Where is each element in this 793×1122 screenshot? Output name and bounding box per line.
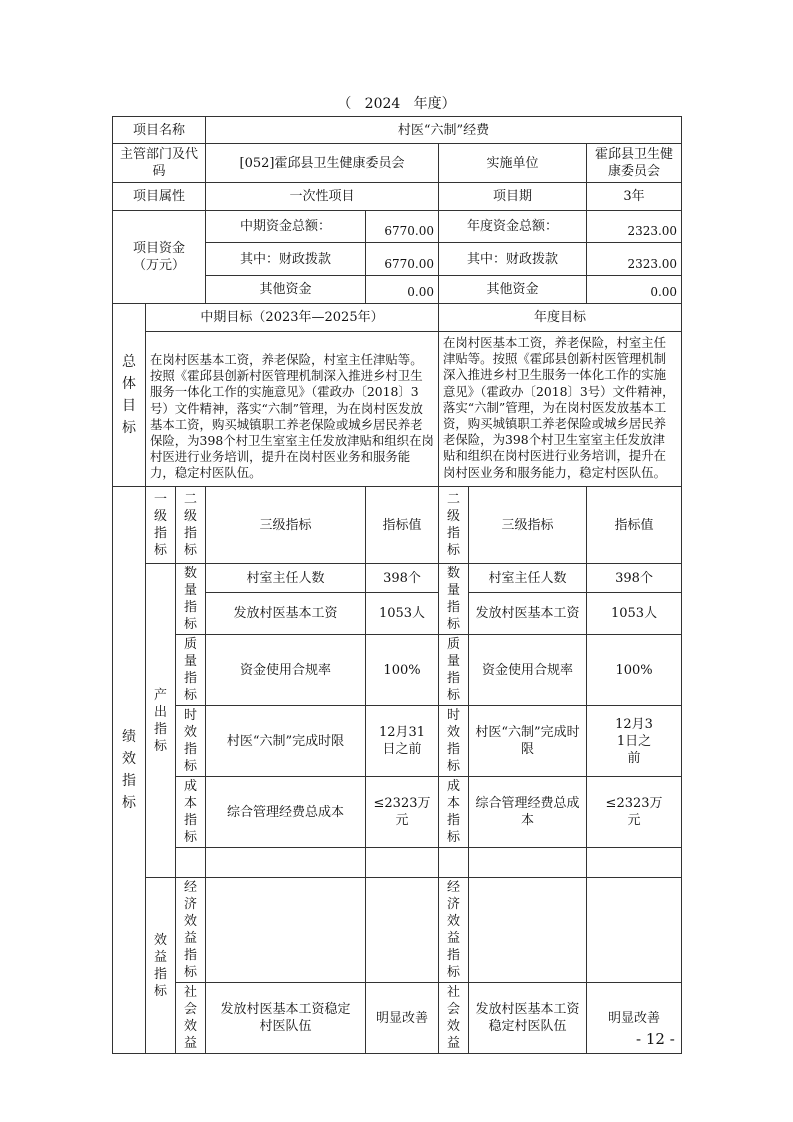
q1-name: 村室主任人数 (206, 564, 366, 593)
mid-goal-header: 中期目标（2023年—2025年） (146, 304, 439, 332)
cost-value: ≤2323万元 (366, 777, 439, 848)
output-indicator-label: 产出指标 (146, 564, 176, 878)
q1-value-right: 398个 (587, 564, 682, 593)
year-other-label: 其他资金 (439, 276, 587, 304)
q1-value: 398个 (366, 564, 439, 593)
timeliness-indicator-label: 时效指标 (176, 706, 206, 777)
q2-name: 发放村医基本工资 (206, 593, 366, 635)
social-value: 明显改善 (366, 983, 439, 1054)
economic-benefit-label: 经济效益指标 (176, 878, 206, 983)
social-benefit-label: 社会效益 (176, 983, 206, 1054)
cost-value-right: ≤2323万元 (587, 777, 682, 848)
q2-name-right: 发放村医基本工资 (469, 593, 587, 635)
timeliness-value-right: 12月31日之前 (587, 706, 682, 777)
quality-value: 100% (366, 635, 439, 706)
project-name-label: 项目名称 (113, 117, 206, 144)
quality-indicator-label: 质量指标 (176, 635, 206, 706)
year-fin-label: 其中：财政拨款 (439, 243, 587, 276)
level2-header: 二级指标 (176, 487, 206, 564)
dept-label: 主管部门及代码 (113, 144, 206, 183)
year-total-label: 年度资金总额： (439, 211, 587, 243)
blank-cell (439, 848, 469, 878)
q1-name-right: 村室主任人数 (469, 564, 587, 593)
economic-name-right (469, 878, 587, 983)
value-header-right: 指标值 (587, 487, 682, 564)
level3-header-right: 三级指标 (469, 487, 587, 564)
mid-fin-value: 6770.00 (366, 243, 439, 276)
performance-label: 绩效指标 (113, 487, 146, 1054)
q2-value-right: 1053人 (587, 593, 682, 635)
mid-goal-text: 在岗村医基本工资，养老保险，村室主任津贴等。按照《霍邱县创新村医管理机制深入推进乡村卫生服务一体化工作的实施意见》（霍政办〔2018〕3号）文件精神，落实“六制”管理，为在岗村医发放基本工资，购买城镇职工养老保险或城乡居民养老保险，为398个村卫生室室主任发放津贴和组织在岗村医进行业务培训，提升在岗村医业务和服务能力，稳定村医队伍。 (146, 332, 439, 487)
cost-name-right: 综合管理经费总成本 (469, 777, 587, 848)
quality-value-right: 100% (587, 635, 682, 706)
year-goal-header: 年度目标 (439, 304, 682, 332)
cost-name: 综合管理经费总成本 (206, 777, 366, 848)
quantity-indicator-label-right: 数量指标 (439, 564, 469, 635)
attr-label: 项目属性 (113, 183, 206, 211)
economic-value-right (587, 878, 682, 983)
social-value-right: 明显改善 (587, 983, 682, 1054)
value-header: 指标值 (366, 487, 439, 564)
impl-unit-value: 霍邱县卫生健康委员会 (587, 144, 682, 183)
year-fin-value: 2323.00 (587, 243, 682, 276)
quantity-indicator-label: 数量指标 (176, 564, 206, 635)
performance-target-table (112, 116, 682, 1054)
cost-indicator-label-right: 成本指标 (439, 777, 469, 848)
cost-indicator-label: 成本指标 (176, 777, 206, 848)
page-number: - 12 - (636, 1030, 675, 1048)
level2-header-right: 二级指标 (439, 487, 469, 564)
attr-value: 一次性项目 (206, 183, 439, 211)
project-name-value: 村医“六制”经费 (206, 117, 682, 144)
social-name: 发放村医基本工资稳定村医队伍 (206, 983, 366, 1054)
q2-value: 1053人 (366, 593, 439, 635)
timeliness-name: 村医“六制”完成时限 (206, 706, 366, 777)
mid-other-label: 其他资金 (206, 276, 366, 304)
social-benefit-label-right: 社会效益 (439, 983, 469, 1054)
level3-header: 三级指标 (206, 487, 366, 564)
mid-fin-label: 其中：财政拨款 (206, 243, 366, 276)
timeliness-name-right: 村医“六制”完成时限 (469, 706, 587, 777)
year-heading: （ 2024 年度） (337, 96, 456, 112)
blank-cell (176, 848, 206, 878)
blank-cell (366, 848, 439, 878)
period-value: 3年 (587, 183, 682, 211)
year-goal-text: 在岗村医基本工资，养老保险，村室主任津贴等。按照《霍邱县创新村医管理机制深入推进乡村卫生服务一体化工作的实施意见》（霍政办〔2018〕3号）文件精神，落实“六制”管理，为在岗村医发放基本工资，购买城镇职工养老保险或城乡居民养老保险，为398个村卫生室室主任发放津贴和组织在岗村医进行业务培训，提升在岗村医业务和服务能力，稳定村医队伍。 (439, 332, 682, 487)
benefit-indicator-label: 效益指标 (146, 878, 176, 1054)
blank-cell (469, 848, 587, 878)
economic-value (366, 878, 439, 983)
impl-unit-label: 实施单位 (439, 144, 587, 183)
quality-indicator-label-right: 质量指标 (439, 635, 469, 706)
level1-header: 一级指标 (146, 487, 176, 564)
blank-cell (587, 848, 682, 878)
social-name-right: 发放村医基本工资稳定村医队伍 (469, 983, 587, 1054)
blank-cell (206, 848, 366, 878)
overall-goal-label: 总体目标 (113, 304, 146, 487)
year-other-value: 0.00 (587, 276, 682, 304)
timeliness-indicator-label-right: 时效指标 (439, 706, 469, 777)
period-label: 项目期 (439, 183, 587, 211)
mid-total-value: 6770.00 (366, 211, 439, 243)
timeliness-value: 12月31日之前 (366, 706, 439, 777)
year-total-value: 2323.00 (587, 211, 682, 243)
quality-name: 资金使用合规率 (206, 635, 366, 706)
quality-name-right: 资金使用合规率 (469, 635, 587, 706)
economic-name (206, 878, 366, 983)
dept-value: [052]霍邱县卫生健康委员会 (206, 144, 439, 183)
funds-label: 项目资金（万元） (113, 211, 206, 304)
mid-total-label: 中期资金总额： (206, 211, 366, 243)
economic-benefit-label-right: 经济效益指标 (439, 878, 469, 983)
mid-other-value: 0.00 (366, 276, 439, 304)
